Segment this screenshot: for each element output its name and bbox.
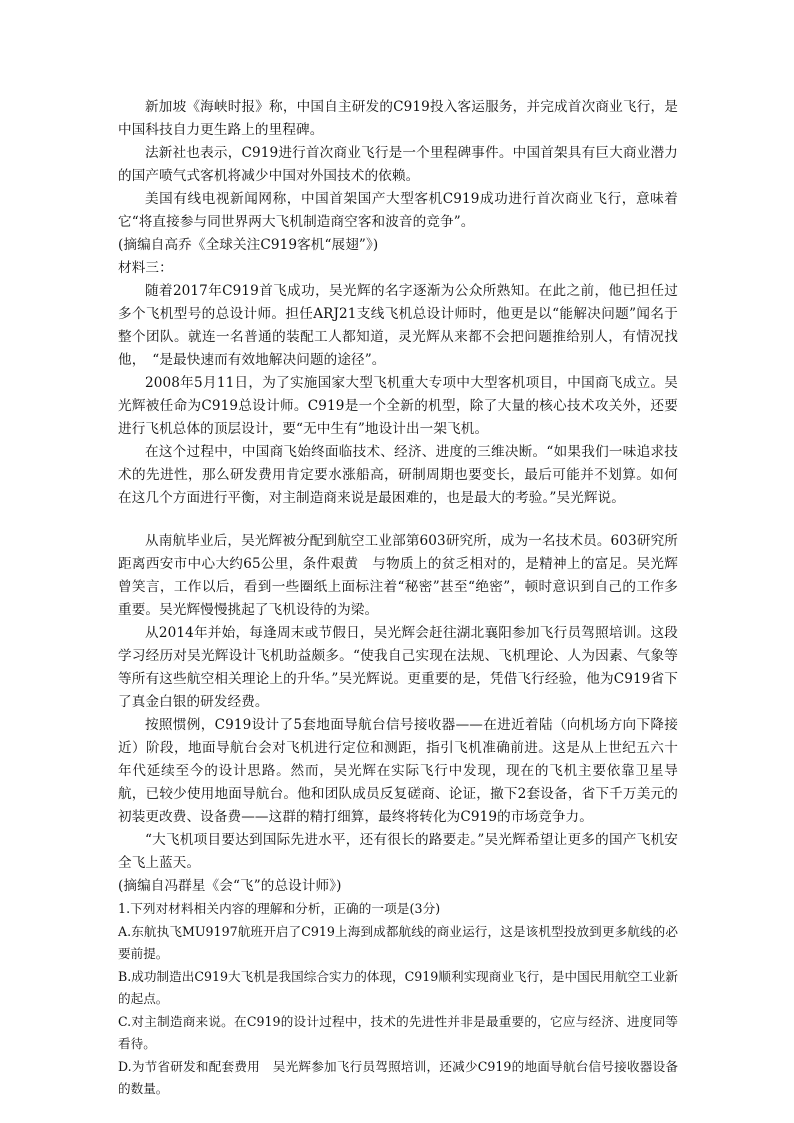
material3-source: (摘编自冯群星《会“飞”的总设计师》) (118, 878, 342, 894)
material3-paragraph-6: 按照惯例，C919设计了5套地面导航台信号接收器——在进近着陆（向机场方向下降接近）阶段，地面导航台会对飞机进行定位和测距，指引飞机准确前进。这是从上世纪五六十年代延续至今的设计思路。然而，吴光辉在实际飞行中发现，现在的飞机主要依靠卫星导航，已较少使用地面导航台。他和团队成员反复磋商、论证，撤下2套设备，省下千万美元的初装更改费、设备费——这群的精打细算，最终将转化为C919的市场竞争力。 (118, 717, 678, 825)
material3-heading: 材料三： (118, 260, 173, 276)
paragraph-gap (118, 510, 678, 530)
material3-paragraph-7: “大飞机项目要达到国际先进水平，还有很长的路要走。”吴光辉希望让更多的国产飞机安全飞上蓝天。 (118, 832, 678, 871)
document-page (118, 96, 678, 1101)
question-option-a: A.东航执飞MU9197航班开启了C919上海到成都航线的商业运行，这是该机型投放到更多航线的必要前提。 (118, 923, 678, 961)
question-option-b: B.成功制造出C919大飞机是我国综合实力的体现，C919顺利实现商业飞行，是中国民用航空工业新的起点。 (118, 968, 678, 1006)
question-option-c: C.对主制造商来说。在C919的设计过程中，技术的先进性并非是最重要的，它应与经济、进度同等看待。 (118, 1013, 678, 1051)
material3-paragraph-1: 随着2017年C919首飞成功，吴光辉的名字逐渐为公众所熟知。在此之前，他已担任过多个飞机型号的总设计师。担任ARJ21支线飞机总设计师时，他更是以“能解决问题”闻名于整个团队。就连一名普通的装配工人都知道，灵光辉从来都不会把问题推给别人，有情况找他， “是最快速而有效地解决问题的途径”。 (118, 283, 678, 368)
material3-paragraph-4: 从南航毕业后，吴光辉被分配到航空工业部第603研究所，成为一名技术员。603研究所距离西安市中心大约65公里，条件艰黄 与物质上的贫乏相对的，是精神上的富足。吴光辉曾笑言，工作以后，看到一些圈纸上面标注着“秘密”甚至“绝密”，顿时意识到自己的工作多重要。吴光辉慢慢挑起了飞机设待的为梁。 (118, 533, 678, 618)
material2-paragraph-1: 新加坡《海峡时报》称，中国自主研发的C919投入客运服务，并完成首次商业飞行，是中国科技自力更生路上的里程碑。 (118, 99, 678, 138)
material2-paragraph-3: 美国有线电视新闻网称，中国首架国产大型客机C919成功进行首次商业飞行，意味着它“将直接参与同世界两大飞机制造商空客和波音的竞争”。 (118, 191, 678, 230)
question-stem: 1.下列对材料相关内容的理解和分析，正确的一项是(3分) (118, 901, 441, 916)
material2-source: (摘编自高乔《全球关注C919客机“展翅”》) (118, 237, 379, 253)
material3-paragraph-2: 2008年5月11日，为了实施国家大型飞机重大专项中大型客机项目，中国商飞成立。吴光辉被任命为C919总设计师。C919是一个全新的机型，除了大量的核心技术攻关外，还要进行飞机总体的顶层设计，要“无中生有”地设计出一架飞机。 (118, 375, 678, 437)
material3-paragraph-5: 从2014年并始，每逢周末或节假日，吴光辉会赶往湖北襄阳参加飞行员驾照培训。这段学习经历对吴光辉设计飞机助益颇多。“使我自己实现在法规、飞机理论、人为因素、气象等等所有这些航空相关理论上的升华。”吴光辉说。更重要的是，凭借飞行经验，他为C919省下了真金白银的研发经费。 (118, 625, 678, 710)
material3-paragraph-3: 在这个过程中，中国商飞始终面临技术、经济、进度的三维决断。“如果我们一味追求技术的先进性，那么研发费用肯定要水涨船高，研制周期也要变长，最后可能并不划算。如何在这几个方面进行平衡，对主制造商来说是最困难的，也是最大的考验。”吴光辉说。 (118, 444, 678, 506)
material2-paragraph-2: 法新社也表示，C919进行首次商业飞行是一个里程碑事件。中国首架具有巨大商业潜力的国产喷气式客机将减少中国对外国技术的依赖。 (118, 145, 678, 184)
question-option-d: D.为节省研发和配套费用 吴光辉参加飞行员驾照培训，还减少C919的地面导航台信号接收器设备的数量。 (118, 1058, 678, 1096)
